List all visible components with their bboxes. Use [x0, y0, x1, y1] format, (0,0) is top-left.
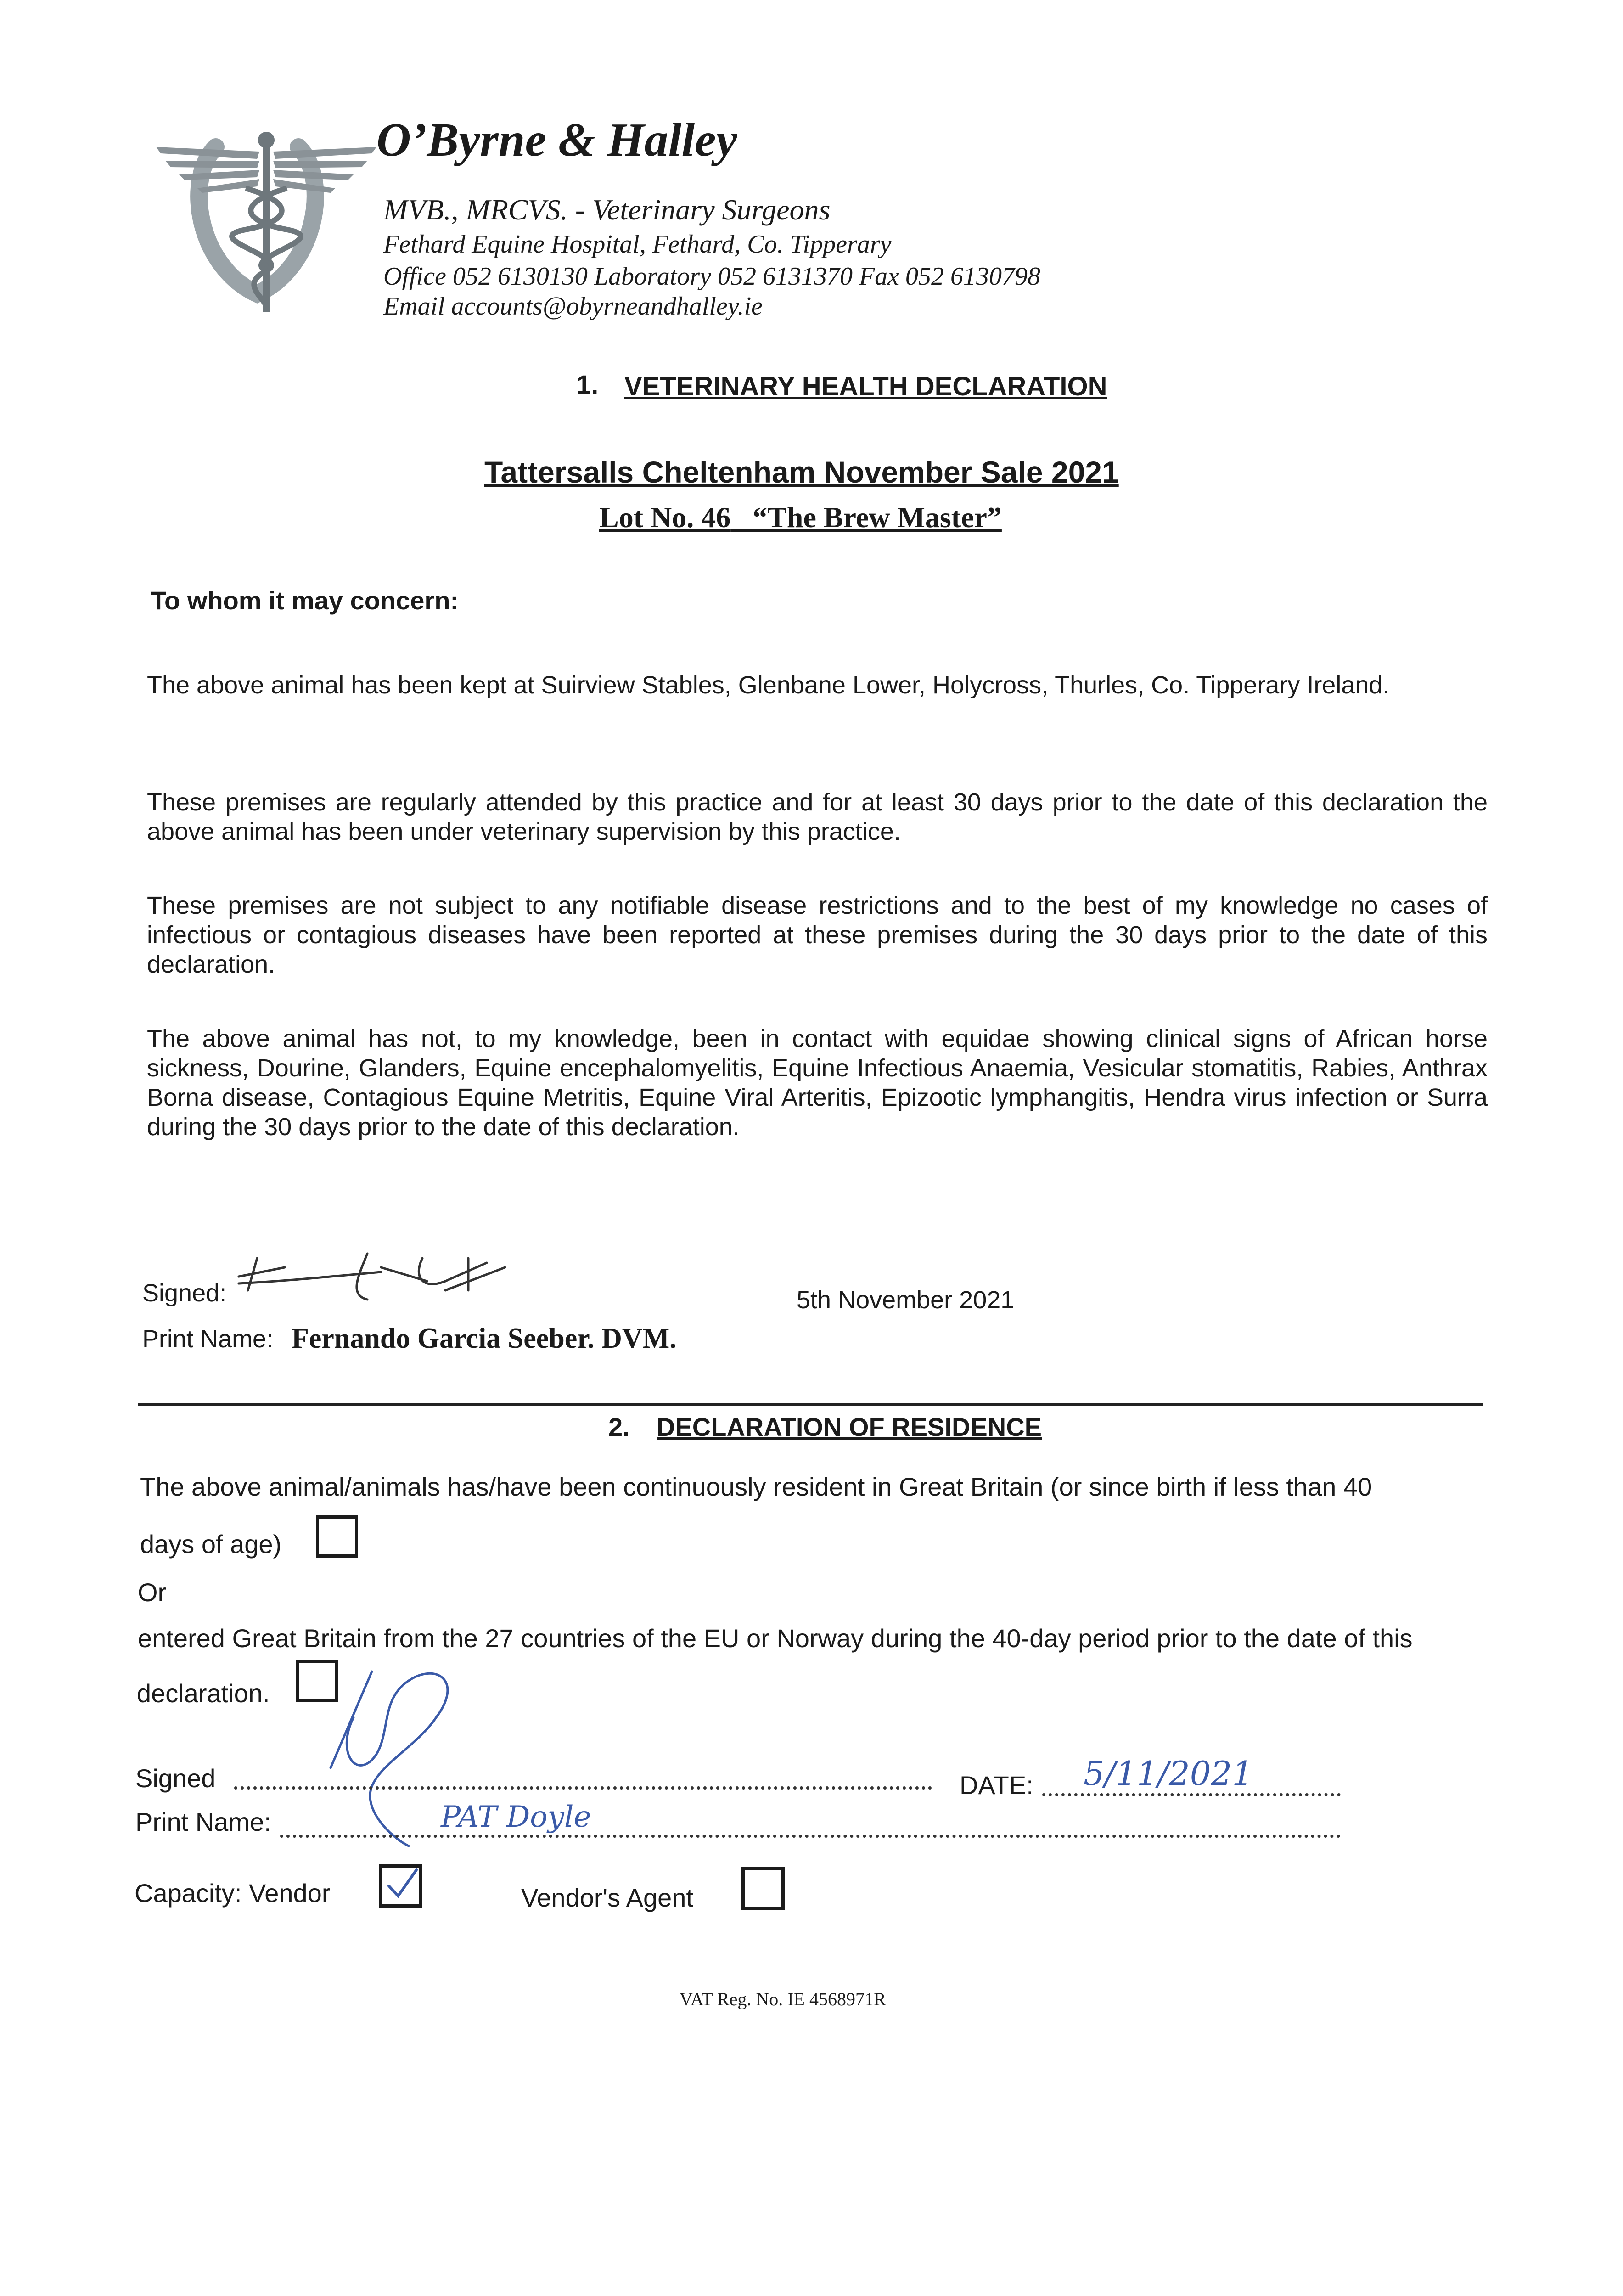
date-handwritten: 5/11/2021 — [1084, 1754, 1253, 1793]
print-name-label-1: Print Name: — [142, 1325, 274, 1353]
checkmark-icon — [382, 1868, 419, 1904]
vet-declaration-date: 5th November 2021 — [797, 1286, 1015, 1314]
lot-line — [599, 501, 1002, 535]
capacity-vendor-label: Capacity: Vendor — [135, 1879, 331, 1908]
section2-number: 2. — [608, 1412, 630, 1441]
section1-title: VETERINARY HEALTH DECLARATION — [624, 371, 1107, 401]
vet-print-name: Fernando Garcia Seeber. DVM. — [292, 1323, 677, 1354]
signed-label-1: Signed: — [142, 1279, 227, 1307]
vendor-print-name: PAT Doyle — [441, 1800, 591, 1834]
firm-name: O’Byrne & Halley — [376, 113, 737, 166]
paragraph-diseases: The above animal has not, to my knowledge, been in contact with equidae showing clinical signs of African horse sickness, Dourine, Glanders, Equine encephalomyelitis, Equine Infectious Anaemia, Vesicular stomatitis, Rabies, Anthrax Borna disease, Contagious Equine Metritis, Equine Viral Arteritis, Epizootic lymphangitis, Hendra virus infection or Surra during the 30 days prior to the date of this declaration. — [147, 1025, 1488, 1141]
paragraph-supervision: These premises are regularly attended by this practice and for at least 30 days prior to the date of this declaration the above animal has been under veterinary supervision by this practice. — [147, 788, 1488, 845]
section1-number: 1. — [576, 370, 599, 400]
horse-name: “The Brew Master” — [753, 501, 1002, 534]
residence-line-2: entered Great Britain from the 27 countries of the EU or Norway during the 40-day period prior to the date of this — [138, 1624, 1413, 1653]
residence-line-1b: days of age) — [140, 1530, 282, 1559]
phone-numbers: Office 052 6130130 Laboratory 052 6131370 Fax 052 6130798 — [383, 262, 1041, 291]
qualifications: MVB., MRCVS. - Veterinary Surgeons — [383, 193, 831, 226]
print-name-line[interactable] — [280, 1835, 1341, 1838]
date-label: DATE: — [960, 1771, 1033, 1800]
section2-title: DECLARATION OF RESIDENCE — [657, 1412, 1042, 1441]
vendor-checkbox[interactable] — [379, 1864, 422, 1908]
vendors-agent-label: Vendor's Agent — [521, 1883, 693, 1912]
salutation: To whom it may concern: — [151, 586, 459, 615]
caduceus-horseshoe-icon — [147, 115, 386, 317]
lot-number: Lot No. 46 — [599, 501, 731, 534]
print-name-label-2: Print Name: — [135, 1807, 271, 1836]
section-divider — [138, 1403, 1483, 1406]
signed-label-2: Signed — [135, 1764, 216, 1793]
signed-line[interactable] — [234, 1786, 932, 1790]
paragraph-restrictions: These premises are not subject to any notifiable disease restrictions and to the best of my knowledge no cases of infectious or contagious diseases have been reported at these premises during the 30 days prior to the date of this declaration. — [147, 892, 1488, 978]
paragraph-stables: The above animal has been kept at Suirview Stables, Glenbane Lower, Holycross, Thurles, Co. Tipperary Ireland. — [147, 671, 1390, 699]
residence-line-2b: declaration. — [137, 1679, 270, 1708]
vat-number: VAT Reg. No. IE 4568971R — [680, 1989, 886, 2009]
address: Fethard Equine Hospital, Fethard, Co. Tipperary — [383, 230, 892, 259]
sale-title: Tattersalls Cheltenham November Sale 2021 — [484, 455, 1119, 489]
vendors-agent-checkbox[interactable] — [741, 1867, 785, 1910]
resident-checkbox[interactable] — [316, 1515, 358, 1558]
residence-line-1: The above animal/animals has/have been continuously resident in Great Britain (or since birth if less than 40 — [140, 1472, 1372, 1501]
or-label: Or — [138, 1578, 167, 1607]
date-line[interactable] — [1042, 1793, 1341, 1796]
email: Email accounts@obyrneandhalley.ie — [383, 292, 763, 321]
vet-signature — [230, 1240, 514, 1309]
